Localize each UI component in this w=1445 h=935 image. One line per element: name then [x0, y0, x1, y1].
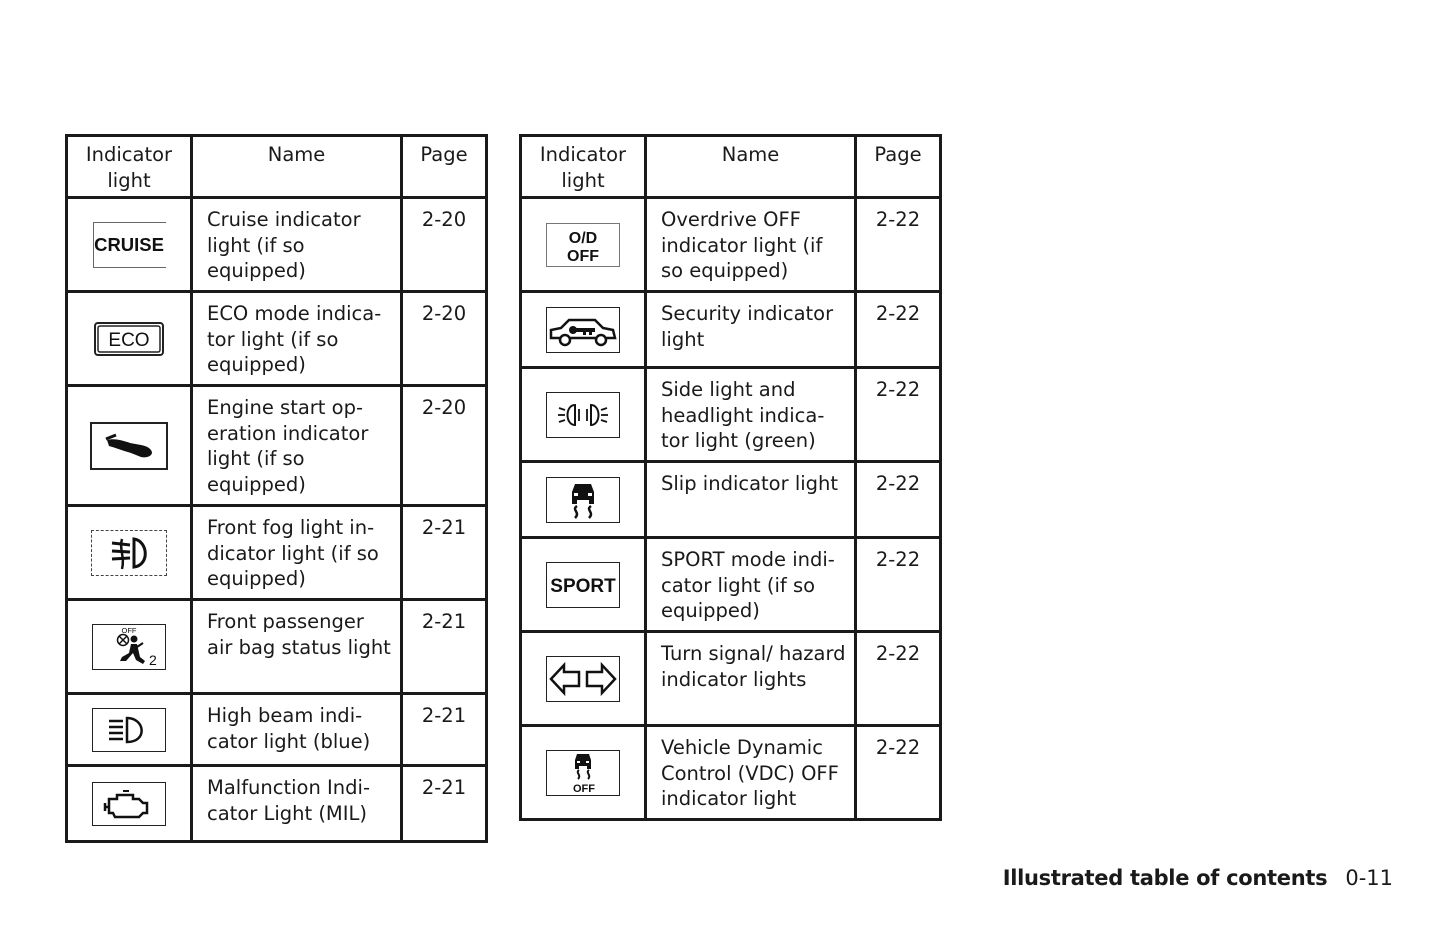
indicator-name: Security indicator light — [646, 292, 856, 368]
overdrive-off-text: OFF — [567, 247, 599, 265]
engine-start-hand-icon — [90, 422, 168, 470]
cruise-icon-text: CRUISE — [93, 233, 164, 255]
table-row — [67, 694, 487, 766]
side-light-headlight-icon — [546, 392, 620, 438]
header-page: Page — [856, 136, 941, 198]
cruise-icon — [93, 222, 166, 268]
eco-icon — [92, 317, 166, 361]
page-reference: 2-22 — [856, 632, 941, 726]
table-row — [521, 462, 941, 538]
passenger-airbag-off-icon — [92, 624, 166, 670]
page-reference: 2-22 — [856, 462, 941, 538]
section-title: Illustrated table of contents — [1002, 866, 1328, 890]
indicator-name: Overdrive OFF indicator light (if so equipped) — [646, 198, 856, 292]
indicator-name: Malfunction Indi-cator Light (MIL) — [192, 766, 402, 842]
table-row — [521, 292, 941, 368]
table-row — [67, 600, 487, 694]
page-reference: 2-21 — [402, 694, 487, 766]
header-indicator: Indicator light — [67, 136, 192, 198]
indicator-name: Vehicle Dynamic Control (VDC) OFF indicator light — [646, 726, 856, 820]
indicator-name: Turn signal/ hazard indicator lights — [646, 632, 856, 726]
page-reference: 2-21 — [402, 506, 487, 600]
table-row — [67, 506, 487, 600]
page-reference: 2-22 — [856, 198, 941, 292]
table-row — [67, 198, 487, 292]
indicator-name: Front fog light in-dicator light (if so equipped) — [192, 506, 402, 600]
table-row — [521, 538, 941, 632]
header-name: Name — [646, 136, 856, 198]
overdrive-text: O/D — [568, 229, 598, 247]
table-row — [67, 292, 487, 386]
page-reference: 2-21 — [402, 600, 487, 694]
table-header-row — [67, 136, 487, 198]
page-reference: 2-20 — [402, 386, 487, 506]
table-row — [521, 726, 941, 820]
overdrive-off-icon — [546, 223, 620, 267]
table-row — [521, 632, 941, 726]
header-indicator: Indicator light — [521, 136, 646, 198]
header-name: Name — [192, 136, 402, 198]
turn-signal-arrows-icon — [546, 656, 620, 702]
table-row — [67, 386, 487, 506]
table-header-row — [521, 136, 941, 198]
eco-icon-text: ECO — [108, 329, 150, 351]
page-reference: 2-22 — [856, 368, 941, 462]
page-reference: 2-22 — [856, 538, 941, 632]
indicator-name: Cruise indicator light (if so equipped) — [192, 198, 402, 292]
page-reference: 2-20 — [402, 292, 487, 386]
vdc-off-text: OFF — [573, 782, 595, 795]
indicator-name: SPORT mode indi-cator light (if so equipped) — [646, 538, 856, 632]
indicator-table-left — [65, 134, 488, 843]
airbag-off-text: OFF — [121, 625, 137, 635]
page-reference: 2-20 — [402, 198, 487, 292]
page-reference: 2-22 — [856, 292, 941, 368]
indicator-name: Slip indicator light — [646, 462, 856, 538]
table-row — [521, 198, 941, 292]
front-fog-light-icon — [91, 530, 167, 576]
high-beam-icon — [92, 708, 166, 752]
sport-mode-icon — [546, 562, 620, 608]
check-engine-icon — [92, 782, 166, 826]
page-number: 0-11 — [1345, 866, 1393, 890]
page-reference: 2-22 — [856, 726, 941, 820]
security-car-key-icon — [546, 307, 620, 353]
vdc-off-icon — [546, 750, 620, 796]
page-footer — [1003, 866, 1393, 890]
indicator-table-right — [519, 134, 942, 821]
indicator-name: High beam indi-cator light (blue) — [192, 694, 402, 766]
indicator-name: Engine start op-eration indicator light (if so equipped) — [192, 386, 402, 506]
slip-car-icon — [546, 477, 620, 523]
indicator-name: Front passenger air bag status light — [192, 600, 402, 694]
table-row — [521, 368, 941, 462]
airbag-two-text: 2 — [149, 651, 157, 668]
header-page: Page — [402, 136, 487, 198]
table-row — [67, 766, 487, 842]
indicator-name: Side light and headlight indica-tor light (green) — [646, 368, 856, 462]
page-reference: 2-21 — [402, 766, 487, 842]
indicator-name: ECO mode indica-tor light (if so equipped) — [192, 292, 402, 386]
sport-icon-text: SPORT — [550, 575, 616, 597]
